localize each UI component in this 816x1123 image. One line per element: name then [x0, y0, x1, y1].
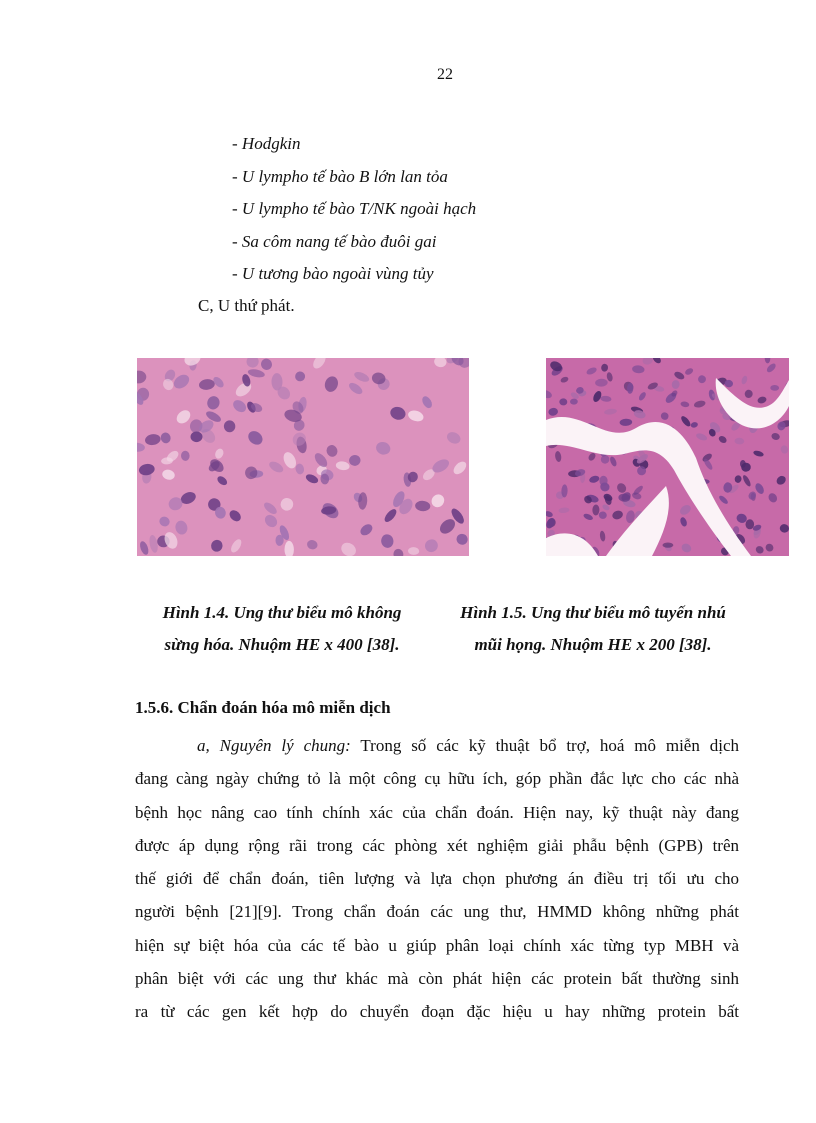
paragraph-line: đang càng ngày chứng tỏ là một công cụ hữu ích, góp phần đắc lực cho các nhà — [135, 769, 739, 789]
list-item: - Sa côm nang tế bào đuôi gai — [232, 231, 437, 251]
cell-nucleus — [663, 543, 674, 548]
paragraph-line: người bệnh [21][9]. Trong chẩn đoán các ung thư, HMMD không những phát — [135, 902, 739, 922]
figure-1-5-caption — [438, 597, 748, 661]
line-text: Trong số các kỹ thuật bổ trợ, hoá mô miễn dịch — [350, 736, 739, 755]
caption-line: Hình 1.4. Ung thư biểu mô không — [162, 603, 402, 622]
paragraph-line: được áp dụng rộng rãi trong các phòng xét nghiệm giải phẫu bệnh (GPB) trên — [135, 835, 739, 855]
paragraph-line — [135, 729, 739, 762]
body-paragraph — [135, 729, 739, 1029]
subheading-secondary-tumors: C, U thứ phát. — [198, 296, 295, 315]
caption-line: sừng hóa. Nhuộm HE x 400 [38]. — [164, 635, 400, 654]
cell-nucleus — [191, 432, 203, 443]
paragraph-line: hiện sự biệt hóa của các tế bào u giúp phân loại chính xác từng typ MBH và — [135, 935, 739, 955]
lead-in-label: a, Nguyên lý chung: — [197, 736, 351, 755]
list-item: - U tương bào ngoài vùng tủy — [232, 264, 434, 283]
paragraph-line: phân biệt với các ung thư khác mà còn phát hiện các protein bất thường sinh — [135, 969, 739, 989]
lymphoma-type-list — [232, 132, 476, 295]
paragraph-line: bệnh học nâng cao tính chính xác của chẩn đoán. Hiện nay, kỹ thuật này đang — [135, 802, 739, 822]
caption-line: mũi họng. Nhuộm HE x 200 [38]. — [474, 635, 712, 654]
histology-image-papillary — [546, 358, 789, 556]
page-number: 22 — [437, 66, 453, 83]
figure-1-4-caption — [126, 597, 438, 661]
paragraph-line: ra từ các gen kết hợp do chuyển đoạn đặc hiệu u hay những protein bất — [135, 1002, 739, 1022]
figure-1-5-micrograph — [546, 358, 789, 556]
caption-line: Hình 1.5. Ung thư biểu mô tuyến nhú — [460, 603, 726, 622]
section-heading: 1.5.6. Chẩn đoán hóa mô miễn dịch — [135, 698, 391, 717]
paragraph-line: thế giới để chẩn đoán, tiên lượng và lựa chọn phương án điều trị tối ưu cho — [135, 869, 739, 889]
histology-image-nonkeratinizing — [137, 358, 469, 556]
list-item: - U lympho tế bào B lớn lan tỏa — [232, 166, 448, 186]
list-item: - U lympho tế bào T/NK ngoài hạch — [232, 199, 477, 218]
figure-1-4-micrograph — [137, 358, 469, 556]
list-item: - Hodgkin — [232, 134, 301, 153]
